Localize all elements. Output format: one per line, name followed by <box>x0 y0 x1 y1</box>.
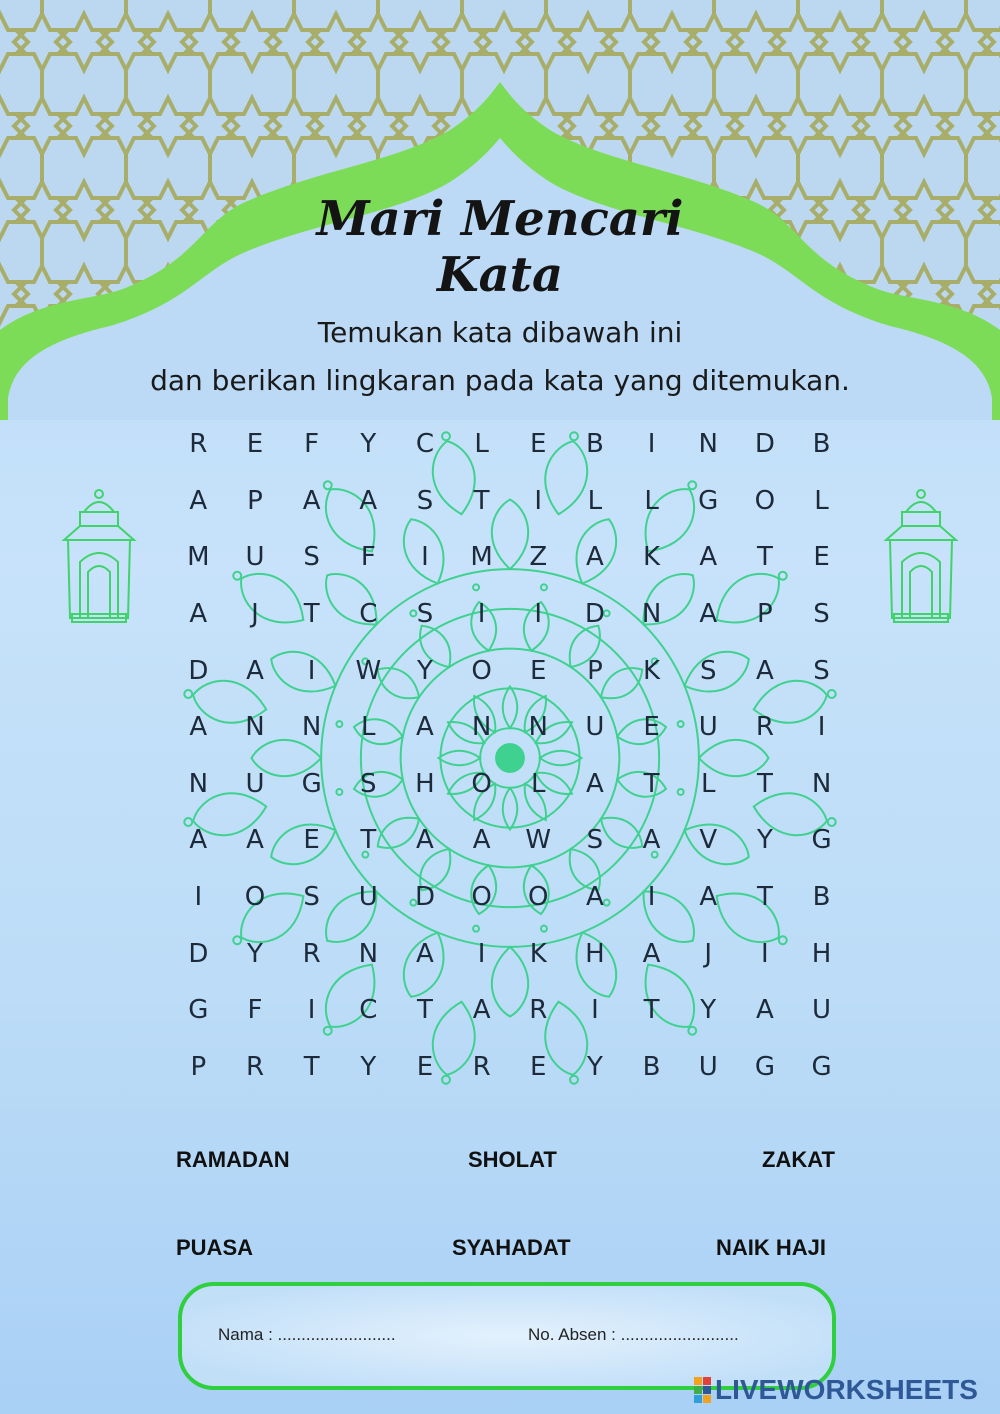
grid-letter[interactable]: S <box>813 599 830 630</box>
grid-letter[interactable]: N <box>698 429 718 460</box>
grid-letter[interactable]: D <box>754 429 775 460</box>
grid-letter[interactable]: B <box>812 882 831 913</box>
grid-letter[interactable]: E <box>530 1051 547 1082</box>
grid-letter[interactable]: P <box>190 1051 207 1082</box>
page-title-line2: Kata <box>436 247 564 303</box>
grid-letter[interactable]: S <box>813 655 830 686</box>
grid-letter[interactable]: C <box>359 995 378 1026</box>
grid-letter[interactable]: Y <box>247 938 263 969</box>
grid-letter[interactable]: T <box>473 485 490 516</box>
grid-letter[interactable]: A <box>189 712 208 743</box>
grid-letter[interactable]: N <box>471 712 492 743</box>
grid-letter[interactable]: T <box>756 882 773 913</box>
lantern-icon <box>876 488 966 628</box>
word-search-grid <box>170 416 850 1095</box>
grid-letter[interactable]: A <box>699 599 718 630</box>
grid-letter[interactable]: F <box>304 429 320 460</box>
grid-letter[interactable]: Y <box>756 825 773 856</box>
grid-letter[interactable]: R <box>245 1051 265 1082</box>
grid-letter[interactable]: O <box>471 768 492 799</box>
grid-letter[interactable]: G <box>754 1051 775 1082</box>
grid-letter[interactable]: O <box>754 485 776 516</box>
grid-letter[interactable]: S <box>586 825 604 856</box>
grid-letter[interactable]: D <box>188 938 209 969</box>
grid-letter[interactable]: T <box>756 542 773 573</box>
grid-letter[interactable]: H <box>415 768 435 799</box>
grid-letter[interactable]: P <box>247 485 263 516</box>
word-item: NAIK HAJI <box>716 1235 827 1260</box>
grid-letter[interactable]: I <box>647 882 656 913</box>
grid-letter[interactable]: S <box>699 655 717 686</box>
grid-letter[interactable]: T <box>643 768 660 799</box>
grid-letter[interactable]: O <box>471 882 492 913</box>
grid-letter[interactable]: A <box>416 712 434 743</box>
instruction-line1: Temukan kata dibawah ini <box>317 316 683 349</box>
grid-letter[interactable]: Y <box>417 655 433 686</box>
grid-letter[interactable]: A <box>699 542 718 573</box>
grid-letter[interactable]: A <box>416 938 434 969</box>
grid-letter[interactable]: T <box>756 768 773 799</box>
grid-letter[interactable]: W <box>525 825 552 856</box>
grid-letter[interactable]: C <box>415 429 435 460</box>
grid-letter[interactable]: U <box>358 882 378 913</box>
grid-letter[interactable]: T <box>360 825 377 856</box>
grid-letter[interactable]: O <box>244 882 266 913</box>
word-item: ZAKAT <box>762 1147 835 1172</box>
grid-letter[interactable]: V <box>699 825 718 856</box>
grid-letter[interactable]: G <box>188 995 209 1026</box>
grid-letter[interactable]: P <box>587 655 603 686</box>
grid-letter[interactable]: A <box>246 825 264 856</box>
grid-letter[interactable]: E <box>530 655 547 686</box>
grid-letter[interactable]: K <box>643 542 661 573</box>
word-item: RAMADAN <box>176 1147 290 1172</box>
grid-letter[interactable]: I <box>477 938 486 969</box>
word-item: SHOLAT <box>468 1147 557 1172</box>
grid-letter[interactable]: A <box>586 542 604 573</box>
grid-letter[interactable]: L <box>700 768 716 799</box>
grid-letter[interactable]: Y <box>360 1051 377 1082</box>
absen-field[interactable]: No. Absen : ......................... <box>528 1325 739 1344</box>
grid-letter[interactable]: A <box>586 882 604 913</box>
name-field[interactable]: Nama : ......................... <box>218 1325 396 1344</box>
grid-letter[interactable]: A <box>359 485 378 516</box>
grid-letter[interactable]: J <box>251 599 259 630</box>
grid-letter[interactable]: D <box>414 882 435 913</box>
grid-letter[interactable]: F <box>247 995 263 1026</box>
grid-letter[interactable]: A <box>189 599 208 630</box>
grid-letter[interactable]: M <box>187 542 210 573</box>
grid-letter[interactable]: L <box>474 429 489 460</box>
grid-letter[interactable]: N <box>811 768 832 799</box>
grid-letter[interactable]: A <box>755 995 774 1026</box>
grid-letter[interactable]: L <box>361 712 376 743</box>
grid-letter[interactable]: U <box>585 712 605 743</box>
grid-letter[interactable]: S <box>303 542 320 573</box>
grid-letter[interactable]: C <box>359 599 378 630</box>
grid-letter[interactable]: N <box>188 768 209 799</box>
grid-letter[interactable]: L <box>644 485 659 516</box>
grid-letter[interactable]: S <box>303 882 320 913</box>
word-item: SYAHADAT <box>452 1235 571 1260</box>
grid-letter[interactable]: Z <box>529 542 548 573</box>
grid-letter[interactable]: B <box>812 429 831 460</box>
grid-letter[interactable]: A <box>302 485 321 516</box>
grid-letter[interactable]: A <box>642 938 661 969</box>
grid-letter[interactable]: A <box>472 825 491 856</box>
grid-letter[interactable]: I <box>194 882 203 913</box>
grid-letter[interactable]: K <box>529 938 547 969</box>
grid-letter[interactable]: G <box>811 825 832 856</box>
grid-letter[interactable]: T <box>303 1051 320 1082</box>
grid-letter[interactable]: L <box>587 485 603 516</box>
grid-letter[interactable]: E <box>303 825 320 856</box>
grid-letter[interactable]: N <box>641 599 662 630</box>
grid-letter[interactable]: M <box>470 542 493 573</box>
grid-letter[interactable]: I <box>591 995 599 1026</box>
grid-letter[interactable]: I <box>307 995 316 1026</box>
grid-letter[interactable]: E <box>813 542 830 573</box>
grid-letter[interactable]: L <box>531 768 546 799</box>
grid-letter[interactable]: D <box>188 655 209 686</box>
grid-letter[interactable]: I <box>477 599 486 630</box>
grid-letter[interactable]: W <box>355 655 382 686</box>
grid-letter[interactable]: G <box>301 768 322 799</box>
liveworksheets-icon <box>694 1377 711 1403</box>
grid-letter[interactable]: J <box>704 938 713 969</box>
grid-letter[interactable]: I <box>534 485 543 516</box>
grid-letter[interactable]: A <box>189 485 208 516</box>
grid-letter[interactable]: B <box>586 429 604 460</box>
grid-letter[interactable]: D <box>584 599 605 630</box>
grid-letter[interactable]: G <box>811 1051 832 1082</box>
grid-letter[interactable]: R <box>755 712 774 743</box>
grid-letter[interactable]: I <box>534 599 543 630</box>
page-title-line1: Mari Mencari <box>316 191 684 247</box>
grid-letter[interactable]: A <box>755 655 774 686</box>
grid-letter[interactable]: U <box>245 542 265 573</box>
grid-letter[interactable]: S <box>416 485 434 516</box>
grid-letter[interactable]: F <box>360 542 376 573</box>
grid-letter[interactable]: H <box>585 938 605 969</box>
grid-letter[interactable]: E <box>246 429 264 460</box>
liveworksheets-logo <box>694 1374 978 1406</box>
grid-letter[interactable]: A <box>416 825 434 856</box>
grid-letter[interactable]: O <box>471 655 492 686</box>
grid-letter[interactable]: S <box>416 599 434 630</box>
grid-letter[interactable]: N <box>245 712 265 743</box>
grid-letter[interactable]: I <box>307 655 316 686</box>
grid-letter[interactable]: A <box>699 882 718 913</box>
grid-letter[interactable]: N <box>528 712 548 743</box>
grid-letter[interactable]: I <box>647 429 656 460</box>
grid-letter[interactable]: S <box>360 768 377 799</box>
grid-letter[interactable]: U <box>698 712 718 743</box>
grid-letter[interactable]: N <box>358 938 379 969</box>
grid-letter[interactable]: I <box>421 542 429 573</box>
grid-letter[interactable]: L <box>814 485 829 516</box>
grid-letter[interactable]: A <box>472 995 491 1026</box>
grid-letter[interactable]: K <box>643 655 661 686</box>
grid-letter[interactable]: A <box>189 825 208 856</box>
grid-letter[interactable]: E <box>643 712 660 743</box>
grid-letter[interactable]: R <box>529 995 548 1026</box>
grid-letter[interactable]: T <box>303 599 320 630</box>
brand-text: LIVEWORKSHEETS <box>715 1374 978 1405</box>
word-item: PUASA <box>176 1235 254 1260</box>
grid-letter[interactable]: E <box>530 429 547 460</box>
grid-letter[interactable]: U <box>812 995 832 1026</box>
grid-letter[interactable]: U <box>698 1051 718 1082</box>
grid-letter[interactable]: A <box>586 768 604 799</box>
grid-letter[interactable]: R <box>189 429 208 460</box>
grid-letter[interactable]: A <box>246 655 264 686</box>
grid-letter[interactable]: T <box>417 995 433 1026</box>
grid-letter[interactable]: N <box>301 712 322 743</box>
grid-letter[interactable]: I <box>817 712 826 743</box>
grid-letter[interactable]: B <box>642 1051 661 1082</box>
grid-letter[interactable]: I <box>761 938 769 969</box>
lantern-icon <box>54 488 144 628</box>
grid-letter[interactable]: A <box>642 825 661 856</box>
grid-letter[interactable]: R <box>472 1051 491 1082</box>
grid-letter[interactable]: P <box>757 599 773 630</box>
grid-letter[interactable]: O <box>528 882 549 913</box>
grid-letter[interactable]: Y <box>586 1051 603 1082</box>
grid-letter[interactable]: U <box>245 768 265 799</box>
grid-letter[interactable]: T <box>643 995 660 1026</box>
grid-letter[interactable]: Y <box>360 429 377 460</box>
grid-letter[interactable]: G <box>698 485 719 516</box>
grid-letter[interactable]: Y <box>700 995 717 1026</box>
grid-letter[interactable]: R <box>302 938 321 969</box>
grid-letter[interactable]: E <box>416 1051 434 1082</box>
grid-letter[interactable]: H <box>811 938 832 969</box>
instruction-line2: dan berikan lingkaran pada kata yang ditemukan. <box>150 364 850 397</box>
